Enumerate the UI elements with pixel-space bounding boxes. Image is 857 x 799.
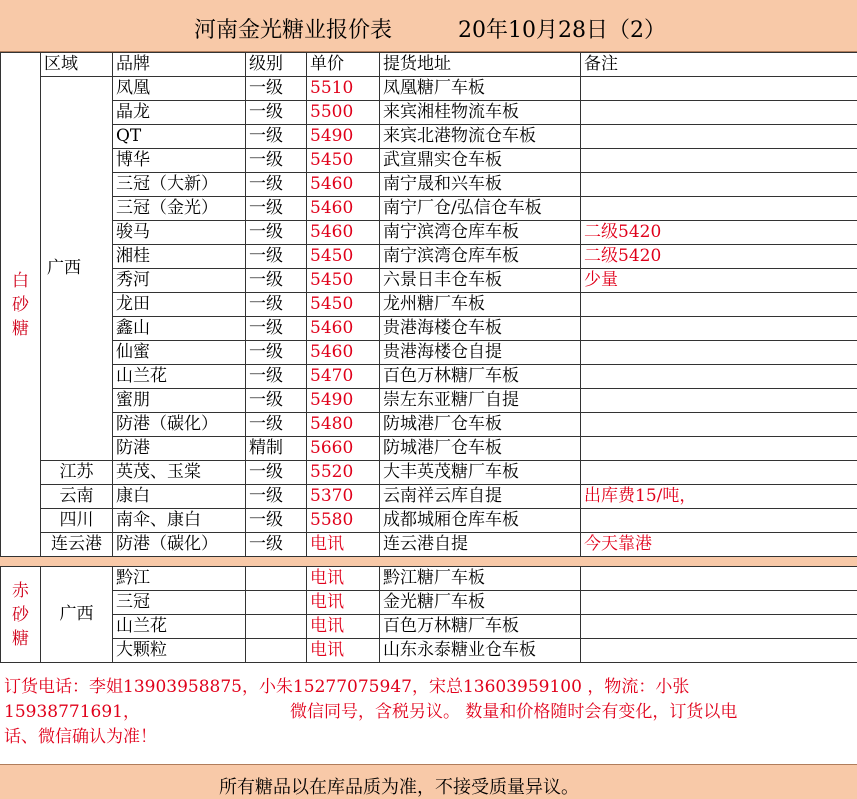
table-row (1, 269, 857, 293)
note-cell (581, 125, 857, 149)
contact-info (4, 675, 854, 750)
brand-cell: 湘桂 (113, 245, 246, 269)
brand-cell: 大颗粒 (113, 639, 246, 663)
note-cell: 出库费15/吨， (581, 485, 857, 509)
note-cell (581, 293, 857, 317)
location-cell: 崇左东亚糖厂自提 (380, 389, 581, 413)
price-table (0, 52, 857, 557)
grade-cell (246, 615, 307, 639)
price-cell: 5450 (307, 149, 380, 173)
page-title: 河南金光糖业报价表 (194, 13, 392, 44)
price-cell: 5460 (307, 341, 380, 365)
location-cell: 山东永泰糖业仓车板 (380, 639, 581, 663)
table-row (1, 365, 857, 389)
location-cell: 六景日丰仓车板 (380, 269, 581, 293)
brand-cell: 骏马 (113, 221, 246, 245)
location-cell: 云南祥云库自提 (380, 485, 581, 509)
brand-cell: 南伞、康白 (113, 509, 246, 533)
note-cell: 今天靠港 (581, 533, 857, 557)
brown-sugar-body (1, 567, 857, 663)
table-row (1, 317, 857, 341)
brand-cell: 黔江 (113, 567, 246, 591)
brand-cell: 晶龙 (113, 101, 246, 125)
grade-cell: 一级 (246, 125, 307, 149)
brand-cell: 山兰花 (113, 615, 246, 639)
location-cell: 百色万林糖厂车板 (380, 365, 581, 389)
grade-cell: 一级 (246, 389, 307, 413)
quote-date: 20年10月28日（2） (458, 13, 666, 44)
price-cell: 电讯 (307, 567, 380, 591)
region-cell: 云南 (41, 485, 113, 509)
title-bar (0, 0, 857, 52)
grade-cell: 一级 (246, 413, 307, 437)
price-cell: 5490 (307, 125, 380, 149)
footer-text: 所有糖品以在库品质为准，不接受质量异议。 (219, 773, 579, 799)
grade-cell (246, 591, 307, 615)
price-cell: 5660 (307, 437, 380, 461)
note-cell (581, 567, 857, 591)
price-cell: 5450 (307, 245, 380, 269)
location-cell: 凤凰糖厂车板 (380, 77, 581, 101)
note-cell (581, 149, 857, 173)
grade-cell: 精制 (246, 437, 307, 461)
brand-cell: 龙田 (113, 293, 246, 317)
col-header-location: 提货地址 (380, 53, 581, 77)
brand-cell: 三冠（大新） (113, 173, 246, 197)
location-cell: 黔江糖厂车板 (380, 567, 581, 591)
table-row (1, 509, 857, 533)
location-cell: 大丰英茂糖厂车板 (380, 461, 581, 485)
table-row (1, 221, 857, 245)
note-cell (581, 437, 857, 461)
note-cell (581, 509, 857, 533)
brand-cell: 康白 (113, 485, 246, 509)
grade-cell: 一级 (246, 509, 307, 533)
grade-cell: 一级 (246, 533, 307, 557)
price-cell: 电讯 (307, 615, 380, 639)
price-cell: 5480 (307, 413, 380, 437)
note-cell (581, 341, 857, 365)
price-cell: 5470 (307, 365, 380, 389)
col-header-region: 区域 (41, 53, 113, 77)
price-cell: 5450 (307, 293, 380, 317)
brand-cell: 防港（碳化） (113, 413, 246, 437)
region-cell: 广西 (41, 567, 113, 663)
note-cell (581, 77, 857, 101)
brand-cell: 仙蜜 (113, 341, 246, 365)
note-cell: 二级5420 (581, 245, 857, 269)
price-cell: 5460 (307, 221, 380, 245)
grade-cell: 一级 (246, 341, 307, 365)
price-cell: 5500 (307, 101, 380, 125)
contact-line-3: 话、微信确认为准！ (4, 725, 854, 750)
grade-cell: 一级 (246, 317, 307, 341)
price-cell: 5370 (307, 485, 380, 509)
note-cell (581, 461, 857, 485)
table-row (1, 485, 857, 509)
price-cell: 5460 (307, 197, 380, 221)
location-cell: 金光糖厂车板 (380, 591, 581, 615)
grade-cell: 一级 (246, 293, 307, 317)
table-row (1, 101, 857, 125)
table-row (1, 389, 857, 413)
brand-cell: 英茂、玉棠 (113, 461, 246, 485)
grade-cell: 一级 (246, 485, 307, 509)
grade-cell (246, 567, 307, 591)
grade-cell: 一级 (246, 197, 307, 221)
location-cell: 南宁滨湾仓库车板 (380, 245, 581, 269)
brand-cell: 秀河 (113, 269, 246, 293)
note-cell (581, 615, 857, 639)
note-cell (581, 317, 857, 341)
brand-cell: 山兰花 (113, 365, 246, 389)
location-cell: 南宁滨湾仓库车板 (380, 221, 581, 245)
brand-cell: 鑫山 (113, 317, 246, 341)
note-cell: 二级5420 (581, 221, 857, 245)
brand-cell: 三冠 (113, 591, 246, 615)
price-cell: 5580 (307, 509, 380, 533)
grade-cell: 一级 (246, 221, 307, 245)
grade-cell: 一级 (246, 461, 307, 485)
table-row (1, 341, 857, 365)
contact-line-1: 订货电话：李姐13903958875，小朱15277075947，宋总13603959100 ，物流：小张 (4, 675, 854, 700)
note-cell (581, 413, 857, 437)
grade-cell (246, 639, 307, 663)
note-cell (581, 365, 857, 389)
brown-sugar-table (0, 566, 857, 663)
table-row (1, 173, 857, 197)
brand-cell: 凤凰 (113, 77, 246, 101)
location-cell: 贵港海楼仓车板 (380, 317, 581, 341)
location-cell: 防城港厂仓车板 (380, 413, 581, 437)
price-cell: 5490 (307, 389, 380, 413)
location-cell: 龙州糖厂车板 (380, 293, 581, 317)
table-row (1, 77, 857, 101)
table-row (1, 591, 857, 615)
price-cell: 电讯 (307, 533, 380, 557)
region-cell: 四川 (41, 509, 113, 533)
col-header-brand: 品牌 (113, 53, 246, 77)
table-row (1, 461, 857, 485)
grade-cell: 一级 (246, 245, 307, 269)
col-header-price: 单价 (307, 53, 380, 77)
grade-cell: 一级 (246, 269, 307, 293)
location-cell: 南宁厂仓/弘信仓车板 (380, 197, 581, 221)
price-cell: 5460 (307, 173, 380, 197)
region-cell: 广西 (41, 77, 113, 461)
location-cell: 贵港海楼仓自提 (380, 341, 581, 365)
price-cell: 5450 (307, 269, 380, 293)
location-cell: 来宾湘桂物流车板 (380, 101, 581, 125)
grade-cell: 一级 (246, 101, 307, 125)
table-row (1, 149, 857, 173)
contact-terms: 微信同号，含税另议。 数量和价格随时会有变化，订货以电 (290, 700, 737, 725)
table-row (1, 125, 857, 149)
grade-cell: 一级 (246, 173, 307, 197)
white-sugar-body (1, 53, 857, 557)
table-row (1, 197, 857, 221)
price-cell: 5460 (307, 317, 380, 341)
table-row (1, 567, 857, 591)
note-cell (581, 101, 857, 125)
location-cell: 南宁晟和兴车板 (380, 173, 581, 197)
header-row (1, 53, 857, 77)
footer (0, 764, 857, 799)
table-row (1, 245, 857, 269)
location-cell: 连云港自提 (380, 533, 581, 557)
table-row (1, 413, 857, 437)
price-cell: 5510 (307, 77, 380, 101)
grade-cell: 一级 (246, 149, 307, 173)
note-cell: 少量 (581, 269, 857, 293)
grade-cell: 一级 (246, 365, 307, 389)
table-row (1, 615, 857, 639)
table-row (1, 639, 857, 663)
price-cell: 5520 (307, 461, 380, 485)
brand-cell: 防港 (113, 437, 246, 461)
contact-phone: 15938771691， (4, 700, 290, 725)
brand-cell: 蜜朋 (113, 389, 246, 413)
location-cell: 武宣鼎实仓车板 (380, 149, 581, 173)
note-cell (581, 639, 857, 663)
col-header-note: 备注 (581, 53, 857, 77)
grade-cell: 一级 (246, 77, 307, 101)
note-cell (581, 197, 857, 221)
note-cell (581, 173, 857, 197)
table-row (1, 533, 857, 557)
location-cell: 百色万林糖厂车板 (380, 615, 581, 639)
location-cell: 来宾北港物流仓车板 (380, 125, 581, 149)
brand-cell: 三冠（金光） (113, 197, 246, 221)
note-cell (581, 389, 857, 413)
location-cell: 防城港厂仓车板 (380, 437, 581, 461)
price-cell: 电讯 (307, 639, 380, 663)
note-cell (581, 591, 857, 615)
category-brown-sugar: 赤 砂 糖 (1, 567, 41, 663)
contact-line-2 (4, 700, 854, 725)
table-row (1, 293, 857, 317)
region-cell: 江苏 (41, 461, 113, 485)
brand-cell: 防港（碳化） (113, 533, 246, 557)
brand-cell: 博华 (113, 149, 246, 173)
category-white-sugar: 白 砂 糖 (1, 53, 41, 557)
location-cell: 成都城厢仓库车板 (380, 509, 581, 533)
brand-cell: QT (113, 125, 246, 149)
region-cell: 连云港 (41, 533, 113, 557)
col-header-grade: 级别 (246, 53, 307, 77)
price-cell: 电讯 (307, 591, 380, 615)
table-row (1, 437, 857, 461)
